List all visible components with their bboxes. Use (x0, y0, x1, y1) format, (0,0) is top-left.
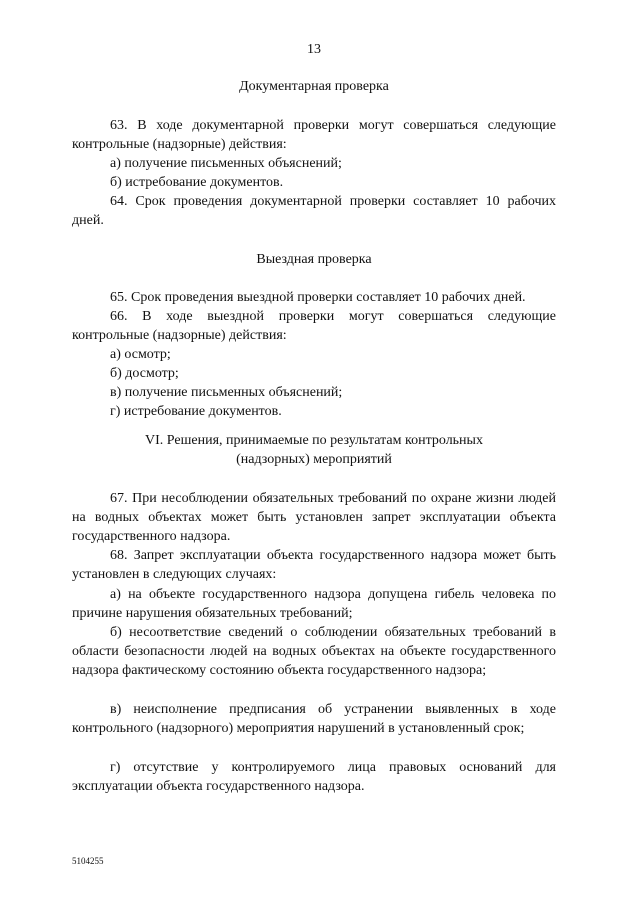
paragraph-63-item-a: а) получение письменных объяснений; (110, 156, 342, 171)
heading-section-vi-line2: (надзорных) мероприятий (236, 452, 392, 467)
paragraph-68-item-a: а) на объекте государственного надзора допущена гибель человека по причине нарушения обязательных требований; (72, 587, 556, 622)
paragraph-68-item-b: б) несоответствие сведений о соблюдении обязательных требований в области безопасности людей на водных объектах на объекте государственного надзора фактическому состоянию объекта государственного надзора; (72, 625, 556, 679)
paragraph-68-item-c: в) неисполнение предписания об устранении выявленных в ходе контрольного (надзорного) мероприятия нарушений в установленный срок; (72, 702, 556, 737)
page-number: 13 (307, 42, 321, 57)
heading-section-vi-line1: VI. Решения, принимаемые по результатам контрольных (145, 433, 483, 448)
paragraph-66-item-a: а) осмотр; (110, 347, 171, 362)
paragraph-67: 67. При несоблюдении обязательных требований по охране жизни людей на водных объектах может быть установлен запрет эксплуатации объекта государственного надзора. (72, 491, 556, 545)
paragraph-65: 65. Срок проведения выездной проверки составляет 10 рабочих дней. (110, 290, 526, 305)
paragraph-63: 63. В ходе документарной проверки могут совершаться следующие контрольные (надзорные) действия: (72, 118, 556, 153)
paragraph-66: 66. В ходе выездной проверки могут совершаться следующие контрольные (надзорные) действия: (72, 309, 556, 344)
paragraph-66-item-b: б) досмотр; (110, 366, 179, 381)
paragraph-68: 68. Запрет эксплуатации объекта государственного надзора может быть установлен в следующих случаях: (72, 548, 556, 583)
paragraph-68-item-d: г) отсутствие у контролируемого лица правовых оснований для эксплуатации объекта государственного надзора. (72, 760, 556, 795)
heading-onsite-inspection: Выездная проверка (256, 252, 372, 267)
document-code: 5104255 (72, 856, 104, 866)
paragraph-66-item-d: г) истребование документов. (110, 404, 282, 419)
paragraph-63-item-b: б) истребование документов. (110, 175, 284, 190)
heading-documentary-inspection: Документарная проверка (239, 79, 389, 94)
paragraph-66-item-c: в) получение письменных объяснений; (110, 385, 343, 400)
paragraph-64: 64. Срок проведения документарной проверки составляет 10 рабочих дней. (72, 194, 556, 229)
